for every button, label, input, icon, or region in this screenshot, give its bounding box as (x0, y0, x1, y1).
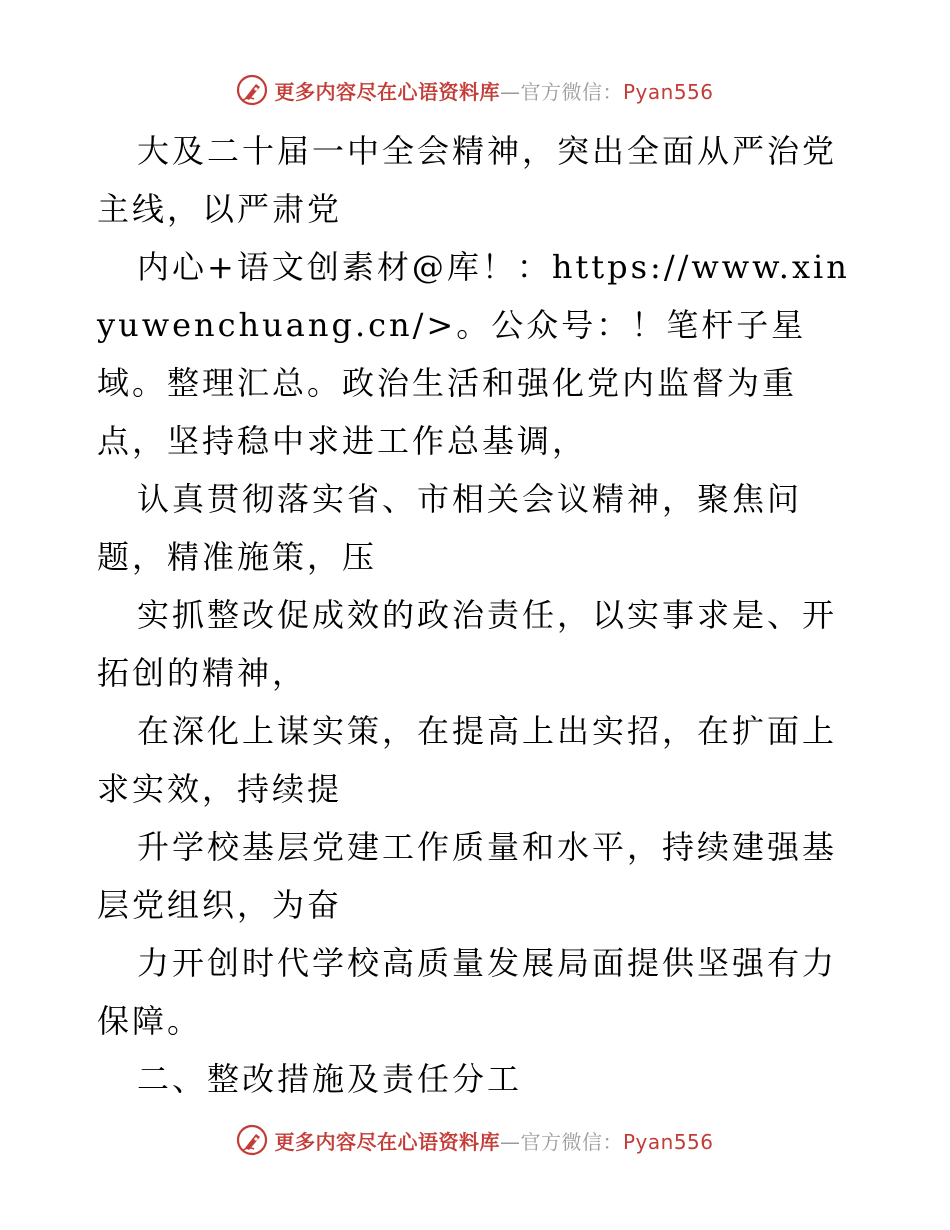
banner-wechat-id: Pyan556 (622, 1129, 714, 1154)
paragraph: 力开创时代学校高质量发展局面提供坚强有力保障。 (97, 944, 838, 1040)
paragraph: 认真贯彻落实省、市相关会议精神，聚焦问题，精准施策，压 (97, 480, 803, 576)
banner-separator-text: —官方微信： (499, 1129, 623, 1154)
pen-nib-logo-icon (236, 74, 268, 106)
banner-text (274, 1126, 713, 1155)
paragraph: 升学校基层党建工作质量和水平，持续建强基层党组织，为奋 (97, 828, 838, 924)
document-body (97, 122, 857, 1108)
paragraph: 实抓整改促成效的政治责任，以实事求是、开拓创的精神， (97, 596, 838, 692)
footer-watermark-banner (0, 1120, 950, 1160)
header-watermark-banner (0, 70, 950, 110)
pen-nib-logo-icon (236, 1124, 268, 1156)
banner-text (274, 76, 713, 105)
banner-main-text: 更多内容尽在心语资料库 (274, 1129, 500, 1154)
paragraph: 内心+语文创素材@库！：https://www.xinyuwenchuang.cn/>。公众号：！笔杆子星域。整理汇总。政治生活和强化党内监督为重点，坚持稳中求进工作总基调， (97, 248, 850, 460)
banner-wechat-id: Pyan556 (622, 79, 714, 104)
paragraph: 大及二十届一中全会精神，突出全面从严治党主线，以严肃党 (97, 132, 838, 228)
banner-main-text: 更多内容尽在心语资料库 (274, 79, 500, 104)
paragraph: 在深化上谋实策，在提高上出实招，在扩面上求实效，持续提 (97, 712, 838, 808)
section-heading: 二、整改措施及责任分工 (137, 1060, 523, 1098)
banner-separator-text: —官方微信： (499, 79, 623, 104)
